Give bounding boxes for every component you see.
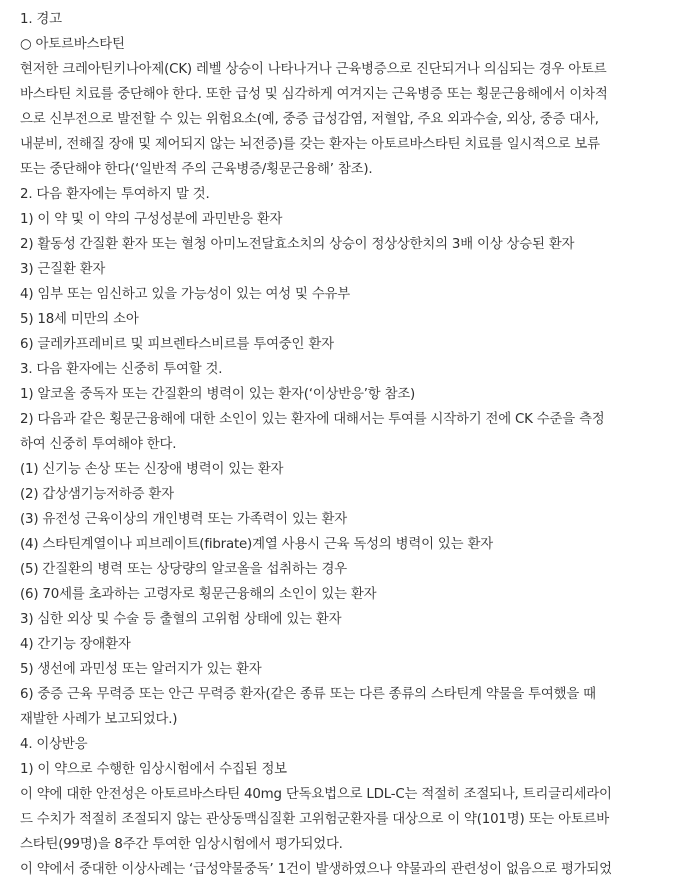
paragraph-line: 드 수치가 적절히 조절되지 않는 관상동맥심질환 고위험군환자를 대상으로 이 약(101명) 또는 아토르바 xyxy=(20,812,610,827)
paragraph-line: 또는 중단해야 한다(‘일반적 주의 근육병증/횡문근융해’ 참조). xyxy=(20,162,373,177)
list-item: 4) 간기능 장애환자 xyxy=(20,637,131,652)
document-body xyxy=(20,7,685,882)
section-heading-cautions: 3. 다음 환자에는 신중히 투여할 것. xyxy=(20,362,223,377)
list-item: 4) 임부 또는 임신하고 있을 가능성이 있는 여성 및 수유부 xyxy=(20,287,351,302)
list-item: 6) 중증 근육 무력증 또는 안근 무력증 환자(같은 종류 또는 다른 종류의 스타틴계 약물을 투여했을 때 xyxy=(20,687,596,702)
paragraph-line: 이 약에 대한 안전성은 아토르바스타틴 40mg 단독요법으로 LDL-C는 적절히 조절되나, 트리글리세라이 xyxy=(20,787,612,802)
sub-list-item: (5) 간질환의 병력 또는 상당량의 알코올을 섭취하는 경우 xyxy=(20,562,347,577)
section-heading-contraindications: 2. 다음 환자에는 투여하지 말 것. xyxy=(20,187,210,202)
paragraph-line: 으로 신부전으로 발전할 수 있는 위험요소(예, 중증 급성감염, 저혈압, 주요 외과수술, 외상, 중증 대사, xyxy=(20,112,599,127)
paragraph-line: 이 약에서 중대한 이상사례는 ‘급성약물중독’ 1건이 발생하였으나 약물과의 관련성이 없음으로 평가되었 xyxy=(20,862,612,877)
list-item: 3) 근질환 환자 xyxy=(20,262,106,277)
list-item-continuation: 재발한 사례가 보고되었다.) xyxy=(20,712,178,727)
list-item: 1) 알코올 중독자 또는 간질환의 병력이 있는 환자(‘이상반응’항 참조) xyxy=(20,387,416,402)
sub-list-item: (6) 70세를 초과하는 고령자로 횡문근융해의 소인이 있는 환자 xyxy=(20,587,377,602)
list-item: 5) 생선에 과민성 또는 알러지가 있는 환자 xyxy=(20,662,262,677)
list-item: 3) 심한 외상 및 수술 등 출혈의 고위험 상태에 있는 환자 xyxy=(20,612,342,627)
section-heading-warning: 1. 경고 xyxy=(20,12,62,27)
paragraph-line: 바스타틴 치료를 중단해야 한다. 또한 급성 및 심각하게 여겨지는 근육병증 또는 횡문근융해에서 이차적 xyxy=(20,87,608,102)
section-heading-adverse-reactions: 4. 이상반응 xyxy=(20,737,88,752)
subheading-atorvastatin: ○ 아토르바스타틴 xyxy=(20,37,125,52)
sub-list-item: (2) 갑상샘기능저하증 환자 xyxy=(20,487,174,502)
list-item: 5) 18세 미만의 소아 xyxy=(20,312,139,327)
list-item: 6) 글레카프레비르 및 피브렌타스비르를 투여중인 환자 xyxy=(20,337,334,352)
sub-list-item: (4) 스타틴계열이나 피브레이트(fibrate)계열 사용시 근육 독성의 병력이 있는 환자 xyxy=(20,537,493,552)
paragraph-line: 현저한 크레아틴키나아제(CK) 레벨 상승이 나타나거나 근육병증으로 진단되거나 의심되는 경우 아토르 xyxy=(20,62,607,77)
sub-list-item: (3) 유전성 근육이상의 개인병력 또는 가족력이 있는 환자 xyxy=(20,512,347,527)
list-item: 2) 다음과 같은 횡문근융해에 대한 소인이 있는 환자에 대해서는 투여를 시작하기 전에 CK 수준을 측정 xyxy=(20,412,605,427)
list-item-continuation: 하여 신중히 투여해야 한다. xyxy=(20,437,177,452)
sub-list-item: (1) 신기능 손상 또는 신장애 병력이 있는 환자 xyxy=(20,462,284,477)
paragraph-line: 내분비, 전해질 장애 및 제어되지 않는 뇌전증)를 갖는 환자는 아토르바스타틴 치료를 일시적으로 보류 xyxy=(20,137,600,152)
list-item: 1) 이 약 및 이 약의 구성성분에 과민반응 환자 xyxy=(20,212,283,227)
list-item: 1) 이 약으로 수행한 임상시험에서 수집된 정보 xyxy=(20,762,287,777)
list-item: 2) 활동성 간질환 환자 또는 혈청 아미노전달효소치의 상승이 정상상한치의 3배 이상 상승된 환자 xyxy=(20,237,575,252)
paragraph-line: 스타틴(99명)을 8주간 투여한 임상시험에서 평가되었다. xyxy=(20,837,343,852)
